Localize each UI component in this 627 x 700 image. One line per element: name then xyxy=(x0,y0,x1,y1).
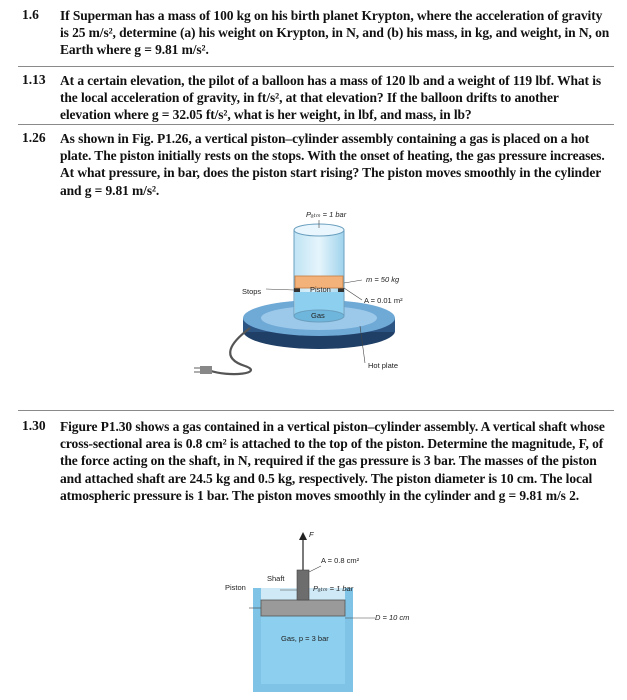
figure-p1-26-drawing xyxy=(190,208,450,393)
figure-p1-30 xyxy=(225,530,435,695)
force-label: F xyxy=(309,530,314,539)
problem-number: 1.26 xyxy=(22,130,46,145)
diameter-label: D = 10 cm xyxy=(375,613,410,622)
area-label: A = 0.01 m² xyxy=(364,296,403,305)
mass-label: m = 50 kg xyxy=(366,275,400,284)
figure-p1-26 xyxy=(190,208,450,393)
stops-label: Stops xyxy=(242,287,262,296)
patm-label: Pₐₜₘ = 1 bar xyxy=(306,210,347,219)
problem-text: Figure P1.30 shows a gas contained in a vertical piston–cylinder assembly. A vertical shaft whose cross-sectional area is 0.8 cm² is attached to the top of the piston. Determine the magnitude, F, of the force acting on the shaft, in N, required if the gas pressure is 3 bar. The masses of the piston and attached shaft are 24.5 kg and 0.5 kg, respectively. The piston diameter is 10 cm. The local atmospheric pressure is 1 bar. The piston moves smoothly in the cylinder and g = 9.81 m/s 2. xyxy=(60,419,605,503)
gas-label: Gas xyxy=(311,311,325,320)
problem-number: 1.30 xyxy=(22,418,46,433)
divider xyxy=(18,66,614,67)
problem-number: 1.6 xyxy=(22,7,39,22)
shaft-label: Shaft xyxy=(267,574,285,583)
piston-label: Piston xyxy=(225,583,246,592)
divider xyxy=(18,124,614,125)
problem-text: At a certain elevation, the pilot of a balloon has a mass of 120 lb and a weight of 119 lbf. What is the local acceleration of gravity, in ft/s², at that elevation? If the balloon drifts to another elevation where g = 32.05 ft/s², what is her weight, in lbf, and mass, in lb? xyxy=(60,73,602,123)
area-label: A = 0.8 cm² xyxy=(321,556,360,565)
divider xyxy=(18,410,614,411)
gas-label: Gas, p = 3 bar xyxy=(281,634,329,643)
piston-label: Piston xyxy=(310,285,331,294)
problem-1-6 xyxy=(22,7,612,59)
problem-number: 1.13 xyxy=(22,72,46,87)
problem-1-30 xyxy=(22,418,612,504)
problem-1-13 xyxy=(22,72,612,124)
hot-plate-label: Hot plate xyxy=(368,361,399,370)
problem-text: As shown in Fig. P1.26, a vertical piston–cylinder assembly containing a gas is placed on a hot plate. The piston initially rests on the stops. With the onset of heating, the gas pressure increases. At what pressure, in bar, does the piston start rising? The piston moves smoothly in the cylinder and g = 9.81 m/s². xyxy=(60,131,605,198)
patm-label: Pₐₜₘ = 1 bar xyxy=(313,584,354,593)
problem-text: If Superman has a mass of 100 kg on his birth planet Krypton, where the acceleration of gravity is 25 m/s², determine (a) his weight on Krypton, in N, and (b) his mass, in kg, and weight, in N, on Earth where g = 9.81 m/s². xyxy=(60,8,610,58)
problem-1-26 xyxy=(22,130,612,199)
